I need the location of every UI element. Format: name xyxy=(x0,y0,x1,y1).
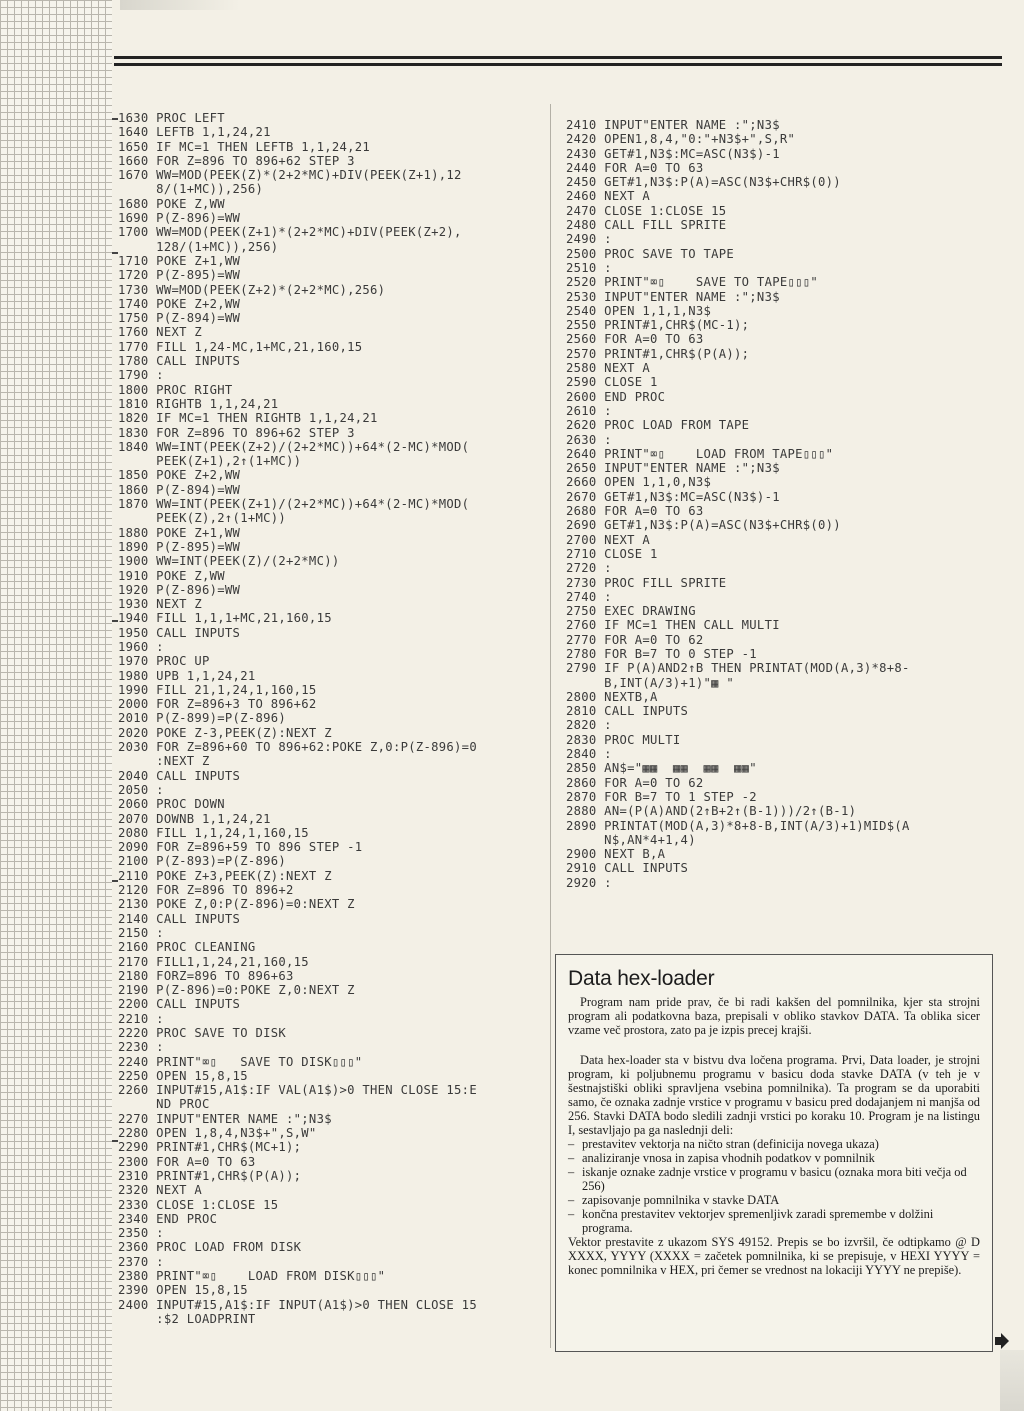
code-line: 2210 : xyxy=(118,1011,164,1026)
code-line: 2080 FILL 1,1,24,1,160,15 xyxy=(118,825,309,840)
code-line: 2440 FOR A=0 TO 63 xyxy=(566,160,704,175)
code-line: 1720 P(Z-895)=WW xyxy=(118,268,241,283)
code-line: 2240 PRINT"⌧▯ SAVE TO DISK▯▯▯" xyxy=(118,1054,363,1069)
code-line: 2290 PRINT#1,CHR$(MC+1); xyxy=(118,1140,302,1155)
code-line: 2720 : xyxy=(566,561,612,576)
code-line: 2280 OPEN 1,8,4,N3$+",S,W" xyxy=(118,1126,317,1141)
code-line: 128/(1+MC)),256) xyxy=(118,239,279,254)
code-line: 2710 CLOSE 1 xyxy=(566,546,658,561)
dash-bullet: – xyxy=(568,1151,575,1165)
code-line: 2370 : xyxy=(118,1254,164,1269)
code-line: 1980 UPB 1,1,24,21 xyxy=(118,668,256,683)
code-line: 2500 PROC SAVE TO TAPE xyxy=(566,246,735,261)
code-line: 1880 POKE Z+1,WW xyxy=(118,525,241,540)
article-list xyxy=(568,1137,980,1235)
list-item xyxy=(568,1165,980,1193)
code-line: 2510 : xyxy=(566,260,612,275)
code-line: 2670 GET#1,N3$:MC=ASC(N3$)-1 xyxy=(566,489,780,504)
header-rule xyxy=(114,56,1002,66)
code-line: 2110 POKE Z+3,PEEK(Z):NEXT Z xyxy=(118,868,332,883)
code-line: :NEXT Z xyxy=(118,754,210,769)
code-line: 1850 POKE Z+2,WW xyxy=(118,468,241,483)
code-line: 2860 FOR A=0 TO 62 xyxy=(566,775,704,790)
code-line: 1820 IF MC=1 THEN RIGHTB 1,1,24,21 xyxy=(118,411,378,426)
code-line: 1780 CALL INPUTS xyxy=(118,354,241,369)
code-line: 2170 FILL1,1,24,21,160,15 xyxy=(118,954,309,969)
code-line: 1960 : xyxy=(118,639,164,654)
code-line: 1630 PROC LEFT xyxy=(118,111,225,125)
code-line: 1710 POKE Z+1,WW xyxy=(118,253,241,268)
code-line: 2590 CLOSE 1 xyxy=(566,375,658,390)
dash-bullet: – xyxy=(568,1165,575,1179)
list-item-text: prestavitev vektorja na ničto stran (definicija novega ukaza) xyxy=(582,1137,879,1151)
code-line: 2180 FORZ=896 TO 896+63 xyxy=(118,968,294,983)
code-line: 2300 FOR A=0 TO 63 xyxy=(118,1154,256,1169)
code-line: N$,AN*4+1,4) xyxy=(566,832,696,847)
code-line: B,INT(A/3)+1)"▦ " xyxy=(566,675,735,690)
scan-artifact xyxy=(120,0,240,10)
code-line: 2140 CALL INPUTS xyxy=(118,911,241,926)
code-line: 2900 NEXT B,A xyxy=(566,847,666,862)
code-line: 2570 PRINT#1,CHR$(P(A)); xyxy=(566,346,750,361)
code-line: 2260 INPUT#15,A1$:IF VAL(A1$)>0 THEN CLOSE 15:E xyxy=(118,1083,477,1098)
code-line: 1680 POKE Z,WW xyxy=(118,196,225,211)
list-item xyxy=(568,1193,980,1207)
code-line: 2060 PROC DOWN xyxy=(118,797,225,812)
code-line: 1840 WW=INT(PEEK(Z+2)/(2+2*MC))+64*(2-MC)*MOD( xyxy=(118,439,470,454)
code-line: 2910 CALL INPUTS xyxy=(566,861,689,876)
code-line: 1670 WW=MOD(PEEK(Z)*(2+2*MC)+DIV(PEEK(Z+1),12 xyxy=(118,168,462,183)
code-line: 2850 AN$="▦▦ ▦▦ ▦▦ ▦▦" xyxy=(566,761,757,776)
code-line: 2920 : xyxy=(566,875,612,890)
list-item-text: iskanje oznake zadnje vrstice v programu v basicu (oznaka mora biti večja od 256) xyxy=(582,1165,967,1193)
code-line: 2020 POKE Z-3,PEEK(Z):NEXT Z xyxy=(118,725,332,740)
code-line: 2330 CLOSE 1:CLOSE 15 xyxy=(118,1197,279,1212)
code-line: PEEK(Z+1),2↑(1+MC)) xyxy=(118,454,302,469)
continue-arrow-icon xyxy=(1001,1333,1009,1349)
code-line: 2580 NEXT A xyxy=(566,361,651,376)
code-line: 2490 : xyxy=(566,232,612,247)
code-line: 2800 NEXTB,A xyxy=(566,689,658,704)
code-line: 2090 FOR Z=896+59 TO 896 STEP -1 xyxy=(118,840,363,855)
code-line: 2660 OPEN 1,1,0,N3$ xyxy=(566,475,712,490)
code-line: 2050 : xyxy=(118,782,164,797)
code-line: 2890 PRINTAT(MOD(A,3)*8+8-B,INT(A/3)+1)MID$(A xyxy=(566,818,910,833)
list-item-text: končna prestavitev vektorjev spremenljivk zaradi spremembe v dolžini programa. xyxy=(582,1207,934,1235)
code-line: 2130 POKE Z,0:P(Z-896)=0:NEXT Z xyxy=(118,897,355,912)
dash-bullet: – xyxy=(568,1207,575,1221)
code-line: 2100 P(Z-893)=P(Z-896) xyxy=(118,854,287,869)
code-line: 2650 INPUT"ENTER NAME :";N3$ xyxy=(566,461,780,476)
code-line: 1940 FILL 1,1,1+MC,21,160,15 xyxy=(118,611,332,626)
code-line: 2760 IF MC=1 THEN CALL MULTI xyxy=(566,618,780,633)
code-line: 2360 PROC LOAD FROM DISK xyxy=(118,1240,302,1255)
article-intro: Program nam pride prav, če bi radi kakšen del pomnilnika, kjer sta strojni program ali podatkovna baza, prepisali v obliko stavkov DATA. Ta oblika sicer vzame več prostora, zato pa je izpis precej krajši. xyxy=(568,995,980,1037)
code-line: 1930 NEXT Z xyxy=(118,597,203,612)
code-line: 1900 WW=INT(PEEK(Z)/(2+2*MC)) xyxy=(118,554,340,569)
margin-grid xyxy=(0,0,112,1411)
code-line: 1640 LEFTB 1,1,24,21 xyxy=(118,125,271,140)
code-line: 2620 PROC LOAD FROM TAPE xyxy=(566,418,750,433)
code-line: 2550 PRINT#1,CHR$(MC-1); xyxy=(566,318,750,333)
code-line: 1920 P(Z-896)=WW xyxy=(118,582,241,597)
code-line: 2780 FOR B=7 TO 0 STEP -1 xyxy=(566,646,757,661)
code-line: 1990 FILL 21,1,24,1,160,15 xyxy=(118,682,317,697)
code-line: 2740 : xyxy=(566,589,612,604)
code-line: 1750 P(Z-894)=WW xyxy=(118,311,241,326)
code-line: 2810 CALL INPUTS xyxy=(566,704,689,719)
code-line: 2700 NEXT A xyxy=(566,532,651,547)
list-item xyxy=(568,1207,980,1235)
code-line: 2120 FOR Z=896 TO 896+2 xyxy=(118,883,294,898)
code-line: 1790 : xyxy=(118,368,164,383)
code-line: 2610 : xyxy=(566,403,612,418)
code-line: 2870 FOR B=7 TO 1 STEP -2 xyxy=(566,789,757,804)
code-line: 2560 FOR A=0 TO 63 xyxy=(566,332,704,347)
code-line: 2480 CALL FILL SPRITE xyxy=(566,218,727,233)
code-line: 2250 OPEN 15,8,15 xyxy=(118,1068,248,1083)
code-line: 2880 AN=(P(A)AND(2↑B+2↑(B-1)))/2↑(B-1) xyxy=(566,804,857,819)
code-line: 1810 RIGHTB 1,1,24,21 xyxy=(118,396,279,411)
code-line: 2390 OPEN 15,8,15 xyxy=(118,1283,248,1298)
code-line: 2830 PROC MULTI xyxy=(566,732,681,747)
code-line: 2010 P(Z-899)=P(Z-896) xyxy=(118,711,287,726)
code-line: 2350 : xyxy=(118,1226,164,1241)
code-line: 2200 CALL INPUTS xyxy=(118,997,241,1012)
basic-listing-left xyxy=(118,111,477,1326)
code-line: ND PROC xyxy=(118,1097,210,1112)
code-line: 2680 FOR A=0 TO 63 xyxy=(566,504,704,519)
code-line: 1800 PROC RIGHT xyxy=(118,382,233,397)
code-line: 1660 FOR Z=896 TO 896+62 STEP 3 xyxy=(118,153,355,168)
code-line: 1760 NEXT Z xyxy=(118,325,203,340)
code-line: 1740 POKE Z+2,WW xyxy=(118,296,241,311)
code-line: 2220 PROC SAVE TO DISK xyxy=(118,1026,287,1040)
list-item xyxy=(568,1151,980,1165)
code-line: 1910 POKE Z,WW xyxy=(118,568,225,583)
hex-loader-article xyxy=(555,954,993,1352)
article-title: Data hex-loader xyxy=(568,967,715,990)
code-line: 2270 INPUT"ENTER NAME :";N3$ xyxy=(118,1111,332,1126)
code-line: 1830 FOR Z=896 TO 896+62 STEP 3 xyxy=(118,425,355,440)
code-line: 2150 : xyxy=(118,925,164,940)
code-line: 2540 OPEN 1,1,1,N3$ xyxy=(566,303,712,318)
code-line: 2340 END PROC xyxy=(118,1211,218,1226)
code-line: 2820 : xyxy=(566,718,612,733)
code-line: 2530 INPUT"ENTER NAME :";N3$ xyxy=(566,289,780,304)
code-line: 1690 P(Z-896)=WW xyxy=(118,211,241,226)
code-line: 1860 P(Z-894)=WW xyxy=(118,482,241,497)
list-item-text: zapisovanje pomnilnika v stavke DATA xyxy=(582,1193,780,1207)
code-line: 2380 PRINT"⌧▯ LOAD FROM DISK▯▯▯" xyxy=(118,1269,386,1284)
code-line: 2400 INPUT#15,A1$:IF INPUT(A1$)>0 THEN CLOSE 15 xyxy=(118,1297,477,1312)
article-closing: Vektor prestavite z ukazom SYS 49152. Prepis se bo izvršil, če odtipkamo @ D XXXX, YYYY (XXXX = začetek pomnilnika, ki se prepisuje, v HEXI YYYY = konec pomnilnika v HEX, pri čemer se vrednost na lokaciji YYYY ne prepiše). xyxy=(568,1235,980,1277)
code-line: 2470 CLOSE 1:CLOSE 15 xyxy=(566,203,727,218)
code-line: 2030 FOR Z=896+60 TO 896+62:POKE Z,0:P(Z-896)=0 xyxy=(118,740,477,755)
code-line: 2450 GET#1,N3$:P(A)=ASC(N3$+CHR$(0)) xyxy=(566,175,841,190)
code-line: 2410 INPUT"ENTER NAME :";N3$ xyxy=(566,118,780,132)
list-item-text: analiziranje vnosa in zapisa vhodnih podatkov v pomnilnik xyxy=(582,1151,875,1165)
column-divider xyxy=(550,104,551,1348)
code-line: 1770 FILL 1,24-MC,1+MC,21,160,15 xyxy=(118,339,363,354)
basic-listing-right xyxy=(566,118,910,890)
code-line: 2190 P(Z-896)=0:POKE Z,0:NEXT Z xyxy=(118,983,355,998)
code-line: 2430 GET#1,N3$:MC=ASC(N3$)-1 xyxy=(566,146,780,161)
dash-bullet: – xyxy=(568,1137,575,1151)
article-paragraph: Data hex-loader sta v bistvu dva ločena programa. Prvi, Data loader, je strojni program, ki poljubnemu programu v basicu doda stavke DATA (v teh je v šestnajstiški obliki spravljena vsebina pomnilnika). Ta program se da uporabiti samo, če oznaka zadnje vrstice v programu v basicu pred dodajanjem ni manjša od 256. Stavki DATA bodo sledili zadnji vrstici po koraku 10. Program je na listingu I, sestavljajo pa ga naslednji deli: xyxy=(568,1053,980,1137)
code-line: 1970 PROC UP xyxy=(118,654,210,669)
code-line: 2730 PROC FILL SPRITE xyxy=(566,575,727,590)
code-line: 2070 DOWNB 1,1,24,21 xyxy=(118,811,271,826)
code-line: 2790 IF P(A)AND2↑B THEN PRINTAT(MOD(A,3)*8+8- xyxy=(566,661,910,676)
code-line: 2750 EXEC DRAWING xyxy=(566,604,696,619)
code-line: 2040 CALL INPUTS xyxy=(118,768,241,783)
code-line: 2630 : xyxy=(566,432,612,447)
code-line: PEEK(Z),2↑(1+MC)) xyxy=(118,511,287,526)
code-line: 2600 END PROC xyxy=(566,389,666,404)
code-line: :$2 LOADPRINT xyxy=(118,1311,256,1326)
code-line: 2000 FOR Z=896+3 TO 896+62 xyxy=(118,697,317,712)
code-line: 2770 FOR A=0 TO 62 xyxy=(566,632,704,647)
code-line: 1950 CALL INPUTS xyxy=(118,625,241,640)
code-line: 1730 WW=MOD(PEEK(Z+2)*(2+2*MC),256) xyxy=(118,282,386,297)
code-line: 2460 NEXT A xyxy=(566,189,651,204)
scan-edge xyxy=(1000,1350,1024,1411)
code-line: 2310 PRINT#1,CHR$(P(A)); xyxy=(118,1168,302,1183)
code-line: 2640 PRINT"⌧▯ LOAD FROM TAPE▯▯▯" xyxy=(566,446,834,461)
code-line: 2230 : xyxy=(118,1040,164,1055)
list-item xyxy=(568,1137,980,1151)
dash-bullet: – xyxy=(568,1193,575,1207)
code-line: 1700 WW=MOD(PEEK(Z+1)*(2+2*MC)+DIV(PEEK(Z+2), xyxy=(118,225,462,240)
code-line: 2520 PRINT"⌧▯ SAVE TO TAPE▯▯▯" xyxy=(566,275,819,290)
code-line: 1890 P(Z-895)=WW xyxy=(118,539,241,554)
code-line: 2320 NEXT A xyxy=(118,1183,203,1198)
code-line: 8/(1+MC)),256) xyxy=(118,182,264,197)
code-line: 1650 IF MC=1 THEN LEFTB 1,1,24,21 xyxy=(118,139,371,154)
code-line: 2420 OPEN1,8,4,"0:"+N3$+",S,R" xyxy=(566,132,796,147)
code-line: 1870 WW=INT(PEEK(Z+1)/(2+2*MC))+64*(2-MC)*MOD( xyxy=(118,497,470,512)
code-line: 2840 : xyxy=(566,747,612,762)
code-line: 2160 PROC CLEANING xyxy=(118,940,256,955)
code-line: 2690 GET#1,N3$:P(A)=ASC(N3$+CHR$(0)) xyxy=(566,518,841,533)
